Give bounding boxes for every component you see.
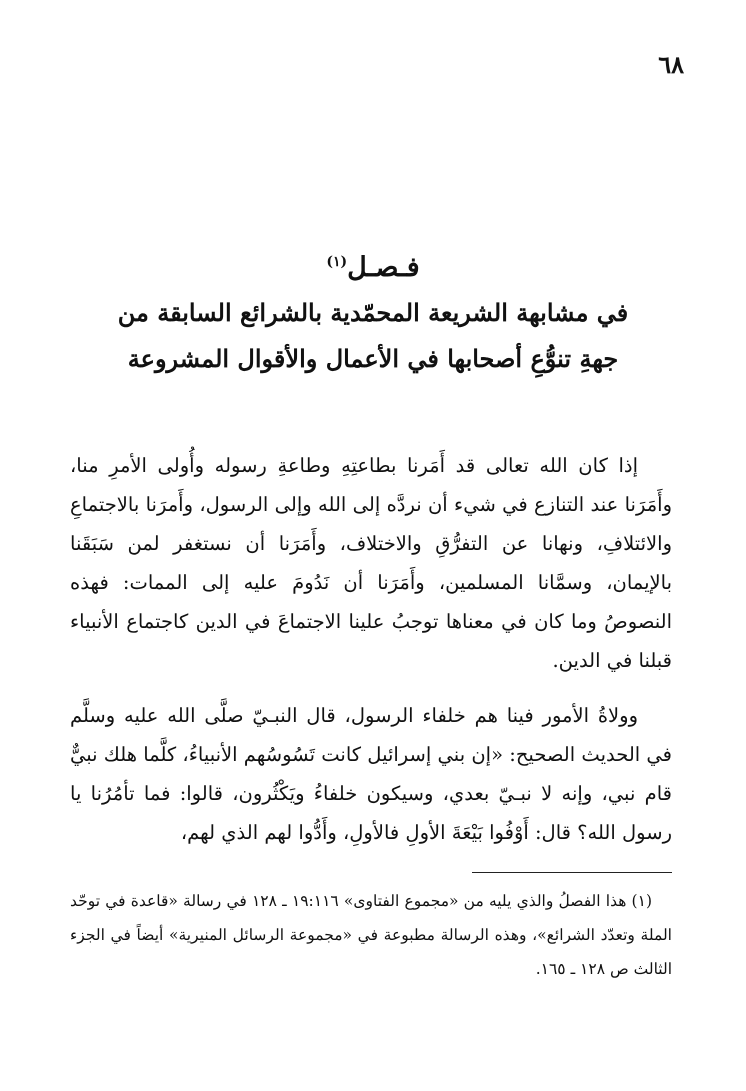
paragraph-2: وولاةُ الأمور فينا هم خلفاء الرسول، قال النبـيّ صلَّى الله عليه وسلَّم في الحديث الصحيح: «إن بني إسرائيل كانت تَسُوسُهم الأنبياءُ، كلَّما هلك نبيٌّ قام نبي، وإنه لا نبـيّ بعدي، وسيكون خلفاءُ ويَكْثُرون، قالوا: فما تأمُرُنا يا رسول الله؟ قال: أَوْفُوا بَيْعَةَ الأولِ فالأولِ، وأَدُّوا لهم الذي لهم، (70, 704, 672, 844)
paragraph-1: إذا كان الله تعالى قد أَمَرنا بطاعتِهِ وطاعةِ رسوله وأُولى الأمرِ منا، وأَمَرَنا عند التنازع في شيء أن نردَّه إلى الله وإلى الرسول، وأَمرَنا بالاجتماعِ والائتلافِ، ونهانا عن التفرُّقِ والاختلاف، وأَمَرَنا أن نستغفر لمن سَبَقَنا بالإيمان، وسمَّانا المسلمين، وأَمَرَنا أن نَدُومَ عليه إلى الممات: فهذه النصوصُ وما كان في معناها توجبُ علينا الاجتماعَ في الدين كاجتماع الأنبياء قبلنا في الدين. (70, 454, 672, 672)
chapter-title (60, 240, 686, 290)
chapter-subtitle-line-2: جهةِ تنوُّعِ أصحابها في الأعمال والأقوال المشروعة (127, 344, 619, 373)
footnote-text: (١) هذا الفصلُ والذي يليه من «مجموع الفتاوى» ١٩:١١٦ ـ ١٢٨ في رسالة «قاعدة في توحّد الملة وتعدّد الشرائع»، وهذه الرسالة مطبوعة في «مجموعة الرسائل المنيرية» أيضاً في الجزء الثالث ص ١٢٨ ـ ١٦٥. (70, 892, 672, 978)
footnote-reference[interactable]: (١) (326, 254, 348, 270)
footnote (70, 884, 672, 986)
chapter-title-text: فـصـل (347, 252, 420, 283)
footnote-separator (472, 872, 672, 873)
chapter-subtitle-line-1: في مشابهة الشريعة المحمّدية بالشرائع السابقة من (117, 298, 629, 327)
chapter-heading (60, 240, 686, 382)
page-number: ٦٨ (658, 50, 684, 79)
body-text (70, 446, 672, 852)
